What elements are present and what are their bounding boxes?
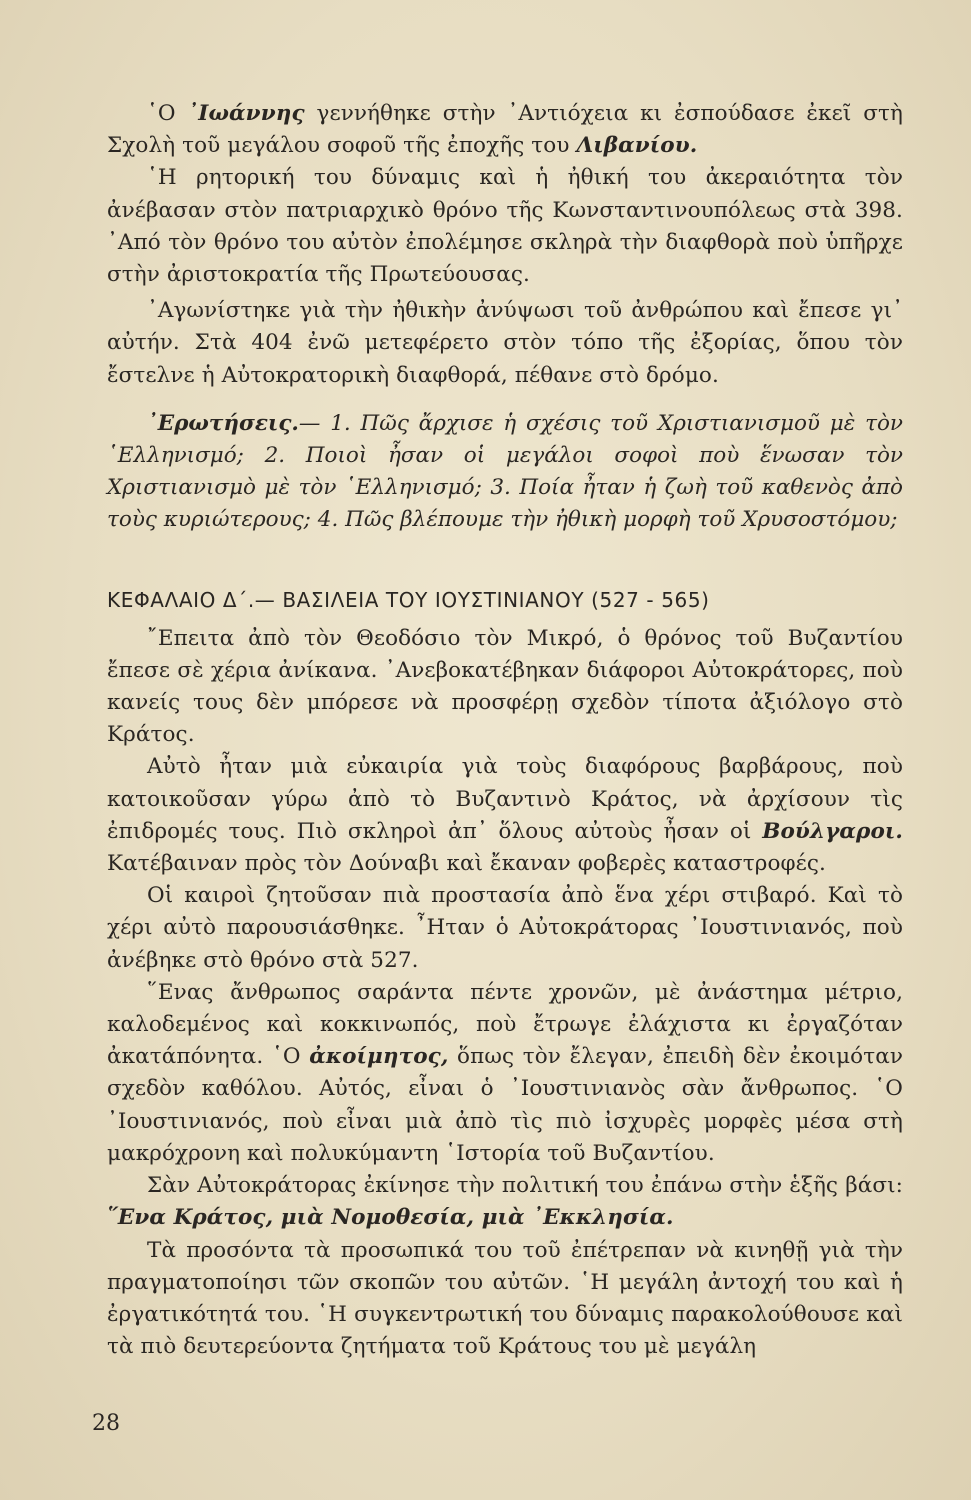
paragraph-qualities: Τὰ προσόντα τὰ προσωπικά του τοῦ ἐπέτρεπαν νὰ κινηθῇ γιὰ τὴν πραγματοποίησι τῶν σκοπῶν του αὐτῶν. ῾Η μεγάλη ἀντοχή του καὶ ἡ ἐργατικότητά του. ῾Η συγκεντρωτική του δύναμις παρακολούθουσε καὶ τὰ πιὸ δευτερεύοντα ζητήματα τοῦ Κράτους του μὲ μεγάλη xyxy=(107,1237,903,1360)
paragraph-policy xyxy=(107,1170,903,1234)
text-run: ῾Ο xyxy=(147,101,188,126)
paragraph-justinian-rise: Οἱ καιροὶ ζητοῦσαν πιὰ προστασία ἀπὸ ἕνα χέρι στιβαρό. Καὶ τὸ χέρι αὐτὸ παρουσιάσθηκε. ῏Ηταν ὁ Αὐτοκράτορας ᾿Ιουστινιανός, ποὺ ἀνέβηκε στὸ θρόνο στὰ 527. xyxy=(107,883,903,973)
emphasis-name: ᾿Ιωάννης xyxy=(187,101,305,126)
text-column xyxy=(107,98,903,1363)
text-run: Σὰν Αὐτοκράτορας ἐκίνησε τὴν πολιτική του ἐπάνω στὴν ἑξῆς βάσι: xyxy=(147,1173,903,1199)
text-run: ὅπως τὸν ἔλεγαν, ἐπειδὴ δὲν ἐκοιμόταν σχεδὸν καθόλου. Αὐτός, εἶναι ὁ ᾿Ιουστινιανὸς σὰν ἄνθρωπος. ῾Ο ᾿Ιουστινιανός, ποὺ εἶναι μιὰ ἀπὸ τὶς πιὸ ἰσχυρὲς μορφὲς μέσα στὴ μακρόχρονη καὶ πολυκύμαντη ῾Ιστορία τοῦ Βυζαντίου. xyxy=(107,1044,903,1166)
page-number: 28 xyxy=(92,1411,120,1436)
text-run: γεννήθηκε στὴν ᾿Αντιόχεια κι ἐσπούδασε ἐκεῖ στὴ Σχολὴ τοῦ μεγάλου σοφοῦ τῆς ἐποχῆς του xyxy=(107,101,903,159)
text-run: ῞Ενας ἄνθρωπος σαράντα πέντε χρονῶν, μὲ ἀνάστημα μέτριο, καλοδεμένος καὶ κοκκινωπός, ποὺ ἔτρωγε ἐλάχιστα κι ἐργαζόταν ἀκατάπόνητα. ῾Ο xyxy=(107,979,903,1070)
text-run: Αὐτὸ ἦταν μιὰ εὐκαιρία γιὰ τοὺς διαφόρους βαρβάρους, ποὺ κατοικοῦσαν γύρω ἀπὸ τὸ Βυζαντινὸ Κράτος, νὰ ἀρχίσουν τὶς ἐπιδρομές τους. Πιὸ σκληροὶ ἀπ᾿ ὅλους αὐτοὺς ἦσαν οἱ xyxy=(107,754,903,844)
paragraph-justinian-portrait xyxy=(107,977,903,1170)
chapter-heading: ΚΕΦΑΛΑΙΟ Δ΄.— ΒΑΣΙΛΕΙΑ ΤΟΥ ΙΟΥΣΤΙΝΙΑΝΟΥ (527 - 565) xyxy=(107,587,710,612)
questions-label: ᾿Ερωτήσεις. xyxy=(147,410,299,436)
paragraph-rhetoric: ῾Η ρητορική του δύναμις καὶ ἡ ἠθική του ἀκεραιότητα τὸν ἀνέβασαν στὸν πατριαρχικὸ θρόνο τῆς Κωνσταντινουπόλεως στὰ 398. ᾿Από τὸν θρόνο του αὐτὸν ἐπολέμησε σκληρὰ τὴν διαφθορὰ ποὺ ὑπῆρχε στὴν ἀριστοκρατία τῆς Πρωτεύουσας. xyxy=(107,165,903,288)
emphasis-sleepless: ἀκοίμητος, xyxy=(309,1044,449,1070)
emphasis-teacher: Λιβανίου. xyxy=(576,133,698,159)
emphasis-bulgarians: Βούλγαροι. xyxy=(762,818,903,844)
paragraph-chrysostom-birth xyxy=(107,98,903,162)
paragraph-struggle: ᾿Αγωνίστηκε γιὰ τὴν ἠθικὴν ἀνύψωσι τοῦ ἀνθρώπου καὶ ἔπεσε γι᾿ αὐτήν. Στὰ 404 ἐνῶ μετεφέρετο στὸν τόπο τῆς ἐξορίας, ὅπου τὸν ἔστελνε ἡ Αὐτοκρατορικὴ διαφθορά, πέθανε στὸ δρόμο. xyxy=(107,298,903,388)
questions-text: — 1. Πῶς ἄρχισε ἡ σχέσις τοῦ Χριστιανισμοῦ μὲ τὸν ῾Ελληνισμό; 2. Ποιοὶ ἦσαν οἱ μεγάλοι σοφοὶ ποὺ ἕνωσαν τὸν Χριστιανισμὸ μὲ τὸν ῾Ελληνισμό; 3. Ποία ἦταν ἡ ζωὴ τοῦ καθενὸς ἀπὸ τοὺς κυριώτερους; 4. Πῶς βλέπουμε τὴν ἠθικὴ μορφὴ τοῦ Χρυσοστόμου; xyxy=(107,410,903,533)
emphasis-motto: ῞Ενα Κράτος, μιὰ Νομοθεσία, μιὰ ᾿Εκκλησία. xyxy=(107,1205,674,1231)
text-run: Κατέβαιναν πρὸς τὸν Δούναβι καὶ ἔκαναν φοβερὲς καταστροφές. xyxy=(107,851,826,877)
paragraph-barbarians xyxy=(107,751,903,880)
paragraph-after-theodosius: ῎Επειτα ἀπὸ τὸν Θεοδόσιο τὸν Μικρό, ὁ θρόνος τοῦ Βυζαντίου ἔπεσε σὲ χέρια ἀνίκανα. ᾿Ανεβοκατέβηκαν διάφοροι Αὐτοκράτορες, ποὺ κανείς τους δὲν μπόρεσε νὰ προσφέρῃ σχεδὸν τίποτα ἀξιόλογο στὸ Κράτος. xyxy=(107,625,903,748)
review-questions xyxy=(107,408,903,537)
